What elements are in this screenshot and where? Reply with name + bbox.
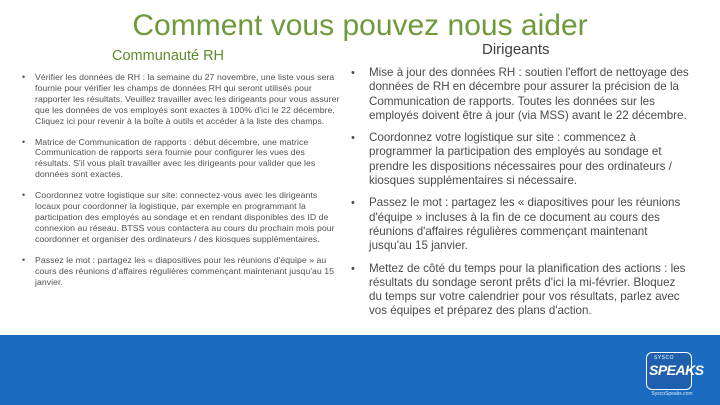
list-item bbox=[22, 72, 340, 127]
list-item bbox=[22, 190, 340, 245]
bullet-icon: • bbox=[351, 132, 355, 145]
list-item-text: Vérifier les données de RH : la semaine du 27 novembre, une liste vous sera fournie pour vérifier les champs de données RH qui seront utilisés pour rapporter les résultats. Veuillez travailler avec les dirigeants pour vous assurer que les données de vos employés sont exactes à 100% d'ici le 22 décembre. Cliquez ici pour revenir à la boîte à outils et accéder à la liste des champs. bbox=[35, 72, 340, 126]
list-item-text: Coordonnez votre logistique sur site : commencez à programmer la participation des employés au sondage et prendre les dispositions nécessaires pour des ordinateurs / kiosques supplémentaires si nécessaire. bbox=[369, 131, 672, 188]
logo-text: SPEAKS bbox=[649, 362, 704, 378]
list-item-text: Mettez de côté du temps pour la planification des actions : les résultats du sondage seront prêts d'ici la mi-février. Bloquez du temps sur votre calendrier pour vos résultats, parlez avec vos équipes et préparez des plans d'action. bbox=[369, 261, 686, 318]
list-item-text: Passez le mot : partagez les « diapositives pour les réunions d'équipe » au cours des réunions d'affaires régulières commençant maintenant jusqu'au 15 janvier. bbox=[35, 254, 335, 287]
list-item bbox=[351, 196, 691, 253]
slide-title: Comment vous pouvez nous aider bbox=[132, 9, 588, 42]
list-item bbox=[351, 131, 691, 188]
bullet-icon: • bbox=[351, 262, 355, 275]
footer-band bbox=[0, 335, 720, 405]
left-bullet-list bbox=[22, 72, 340, 297]
list-item bbox=[22, 137, 340, 181]
bullet-icon: • bbox=[22, 254, 26, 265]
bullet-icon: • bbox=[22, 136, 26, 147]
bullet-icon: • bbox=[22, 72, 26, 82]
list-item-text: Matrice de Communication de rapports : début décembre, une matrice Communication de rapports sera fournie pour configurer les vues des résultats. S'il vous plaît travailler avec les dirigeants pour valider que les données sont exactes. bbox=[35, 136, 316, 180]
list-item-text: Mise à jour des données RH : soutien l'effort de nettoyage des données de RH en décembre pour assurer la précision de la Communication de rapports. Toutes les données sur les employés doivent être à jour (via MSS) avant le 22 décembre. bbox=[369, 66, 689, 122]
list-item bbox=[351, 262, 691, 319]
list-item-text: Coordonnez votre logistique sur site: connectez-vous avec les dirigeants locaux pour coordonner la logistique, par exemple en programmant la participation des employés au sondage et en rendant disponibles des ID de connexion au réseau. BTSS vous contactera au cours du prochain mois pour coordonner et organiser des ordinateurs / des kiosques supplémentaires. bbox=[35, 190, 335, 244]
list-item bbox=[351, 66, 691, 123]
bullet-icon: • bbox=[351, 67, 355, 79]
right-bullet-list bbox=[351, 66, 691, 327]
bullet-icon: • bbox=[22, 190, 26, 201]
left-column-heading: Communauté RH bbox=[112, 48, 225, 64]
right-column-heading: Dirigeants bbox=[482, 41, 550, 58]
logo-url-text: SyscoSpeaks.com bbox=[651, 391, 693, 397]
logo-small-text: SYSCO bbox=[654, 355, 675, 361]
list-item-text: Passez le mot : partagez les « diapositives pour les réunions d'équipe » incluses à la fin de ce document au cours des réunions d'affaires régulières commençant maintenant jusqu'au 15 janvier. bbox=[369, 196, 681, 253]
list-item bbox=[22, 255, 340, 288]
bullet-icon: • bbox=[351, 197, 355, 210]
sysco-speaks-logo bbox=[640, 346, 704, 398]
